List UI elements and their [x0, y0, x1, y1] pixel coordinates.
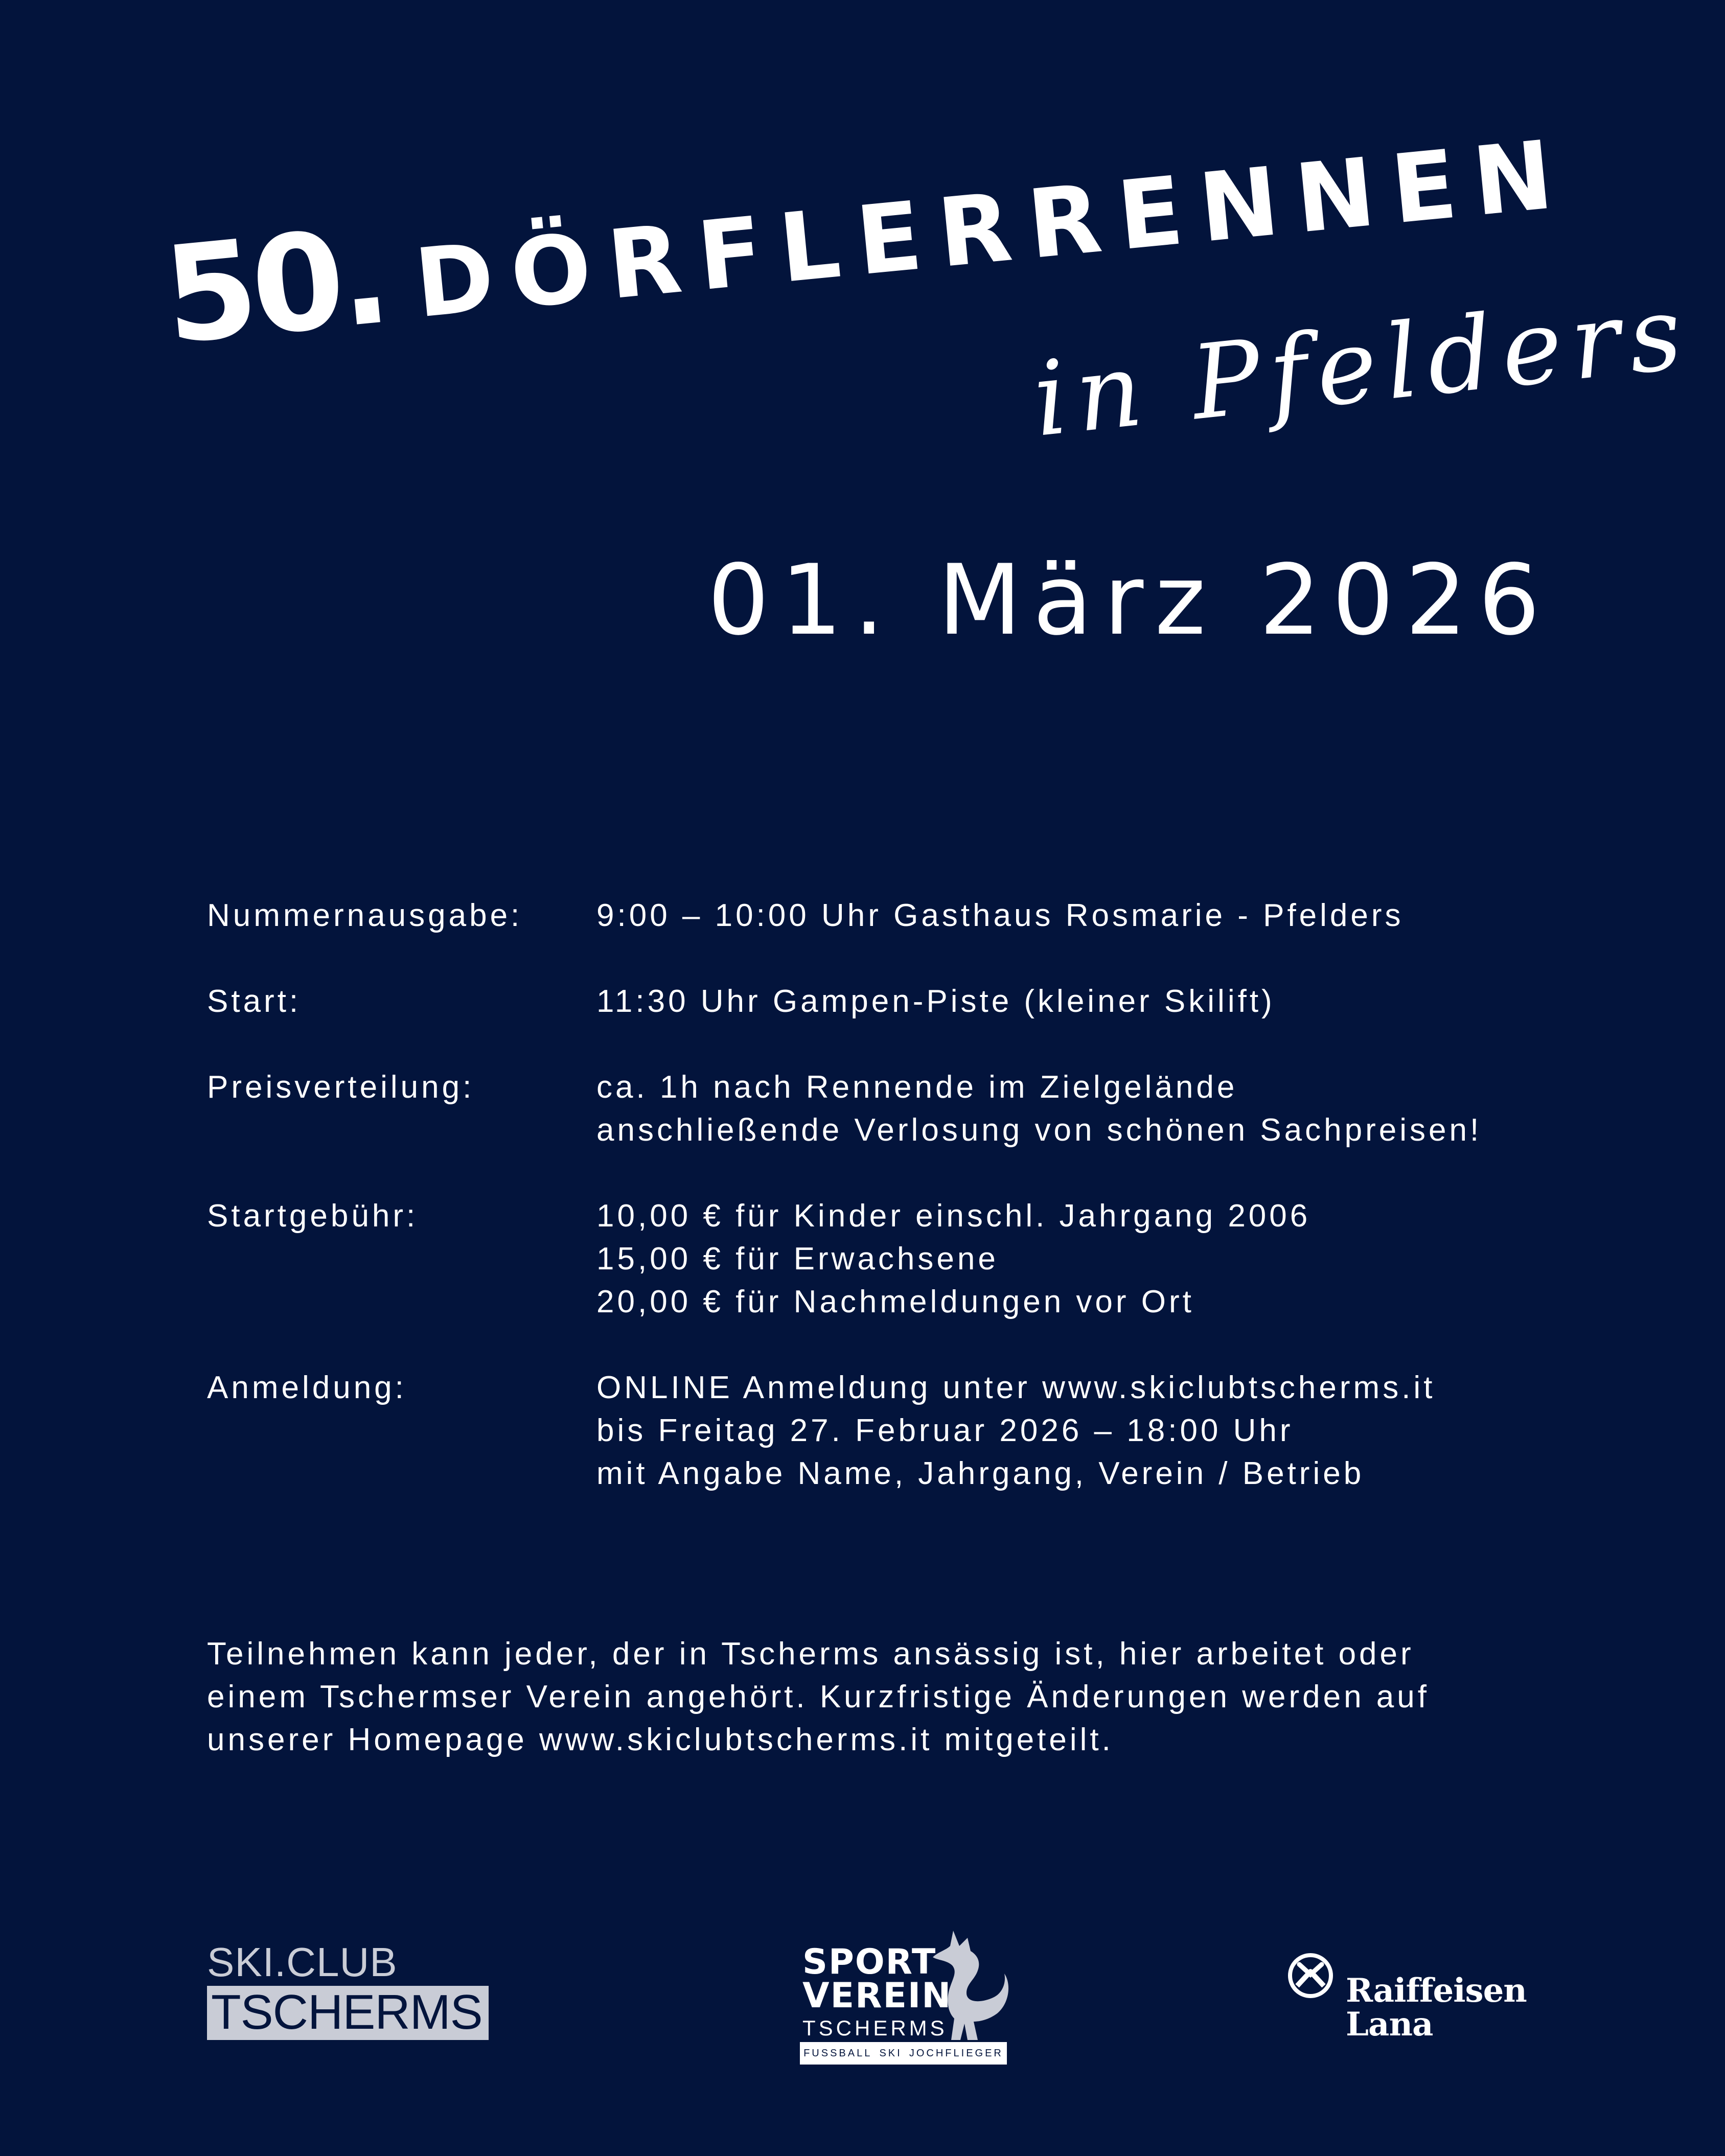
detail-line: mit Angabe Name, Jahrgang, Verein / Betrieb [596, 1456, 1365, 1491]
detail-row-preisverteilung [207, 1066, 1536, 1152]
sportverein-tag: JOCHFLIEGER [909, 2048, 1003, 2059]
note-line: einem Tschermser Verein angehört. Kurzfristige Änderungen werden auf [207, 1679, 1430, 1714]
detail-line: ca. 1h nach Rennende im Zielgelände [596, 1070, 1238, 1105]
detail-line: ONLINE Anmeldung unter www.skiclubtscherms.it [596, 1370, 1436, 1405]
participation-note [207, 1633, 1561, 1761]
sportverein-line1: SPORT [802, 1942, 937, 1982]
detail-value [596, 894, 1536, 937]
sportverein-tag: FUSSBALL [803, 2048, 872, 2059]
event-details [207, 894, 1536, 1538]
sportverein-line2: VEREIN [802, 1976, 952, 2016]
detail-label: Nummernausgabe: [207, 898, 523, 933]
skiclub-logo-line1: SKI.CLUB [207, 1939, 398, 1985]
detail-row-startgebuehr [207, 1195, 1536, 1324]
sportverein-line3: TSCHERMS [802, 2016, 948, 2040]
skiclub-logo [207, 1939, 489, 2040]
detail-label: Anmeldung: [207, 1370, 407, 1405]
raiffeisen-line1: Raiffeisen [1346, 1972, 1527, 2010]
detail-label: Startgebühr: [207, 1198, 419, 1234]
detail-line: 9:00 – 10:00 Uhr Gasthaus Rosmarie - Pfelders [596, 898, 1404, 933]
event-location: in Pfelders [1028, 272, 1696, 460]
event-name: DÖRFLERRENNEN [410, 118, 1575, 339]
sportverein-tags [800, 2042, 1007, 2065]
detail-line: 10,00 € für Kinder einschl. Jahrgang 2006 [596, 1198, 1311, 1234]
note-line: unserer Homepage www.skiclubtscherms.it mitgeteilt. [207, 1722, 1114, 1757]
detail-label: Preisverteilung: [207, 1070, 475, 1105]
event-date: 01. März 2026 [707, 544, 1551, 657]
skiclub-logo-line2: TSCHERMS [207, 1986, 489, 2040]
detail-line: 20,00 € für Nachmeldungen vor Ort [596, 1284, 1194, 1319]
raiffeisen-gable-icon [1287, 1952, 1334, 1999]
detail-value [596, 1366, 1536, 1495]
detail-line: anschließende Verlosung von schönen Sachpreisen! [596, 1112, 1482, 1148]
sportverein-logo [800, 1927, 1015, 2070]
detail-value [596, 1066, 1536, 1152]
sportverein-tag: SKI [879, 2048, 902, 2059]
detail-line: 11:30 Uhr Gampen-Piste (kleiner Skilift) [596, 984, 1275, 1019]
detail-line: bis Freitag 27. Februar 2026 – 18:00 Uhr [596, 1413, 1294, 1448]
edition-number: 50. [157, 199, 392, 374]
detail-label: Start: [207, 984, 302, 1019]
raiffeisen-line2: Lana [1346, 2005, 1433, 2044]
raiffeisen-logo [1287, 1950, 1527, 2044]
detail-line: 15,00 € für Erwachsene [596, 1241, 999, 1277]
raiffeisen-wordmark [1346, 1974, 1527, 2042]
detail-value [596, 980, 1536, 1023]
detail-row-nummernausgabe [207, 894, 1536, 937]
detail-row-anmeldung [207, 1366, 1536, 1495]
detail-value [596, 1195, 1536, 1324]
note-line: Teilnehmen kann jeder, der in Tscherms ansässig ist, hier arbeitet oder [207, 1636, 1414, 1672]
detail-row-start [207, 980, 1536, 1023]
